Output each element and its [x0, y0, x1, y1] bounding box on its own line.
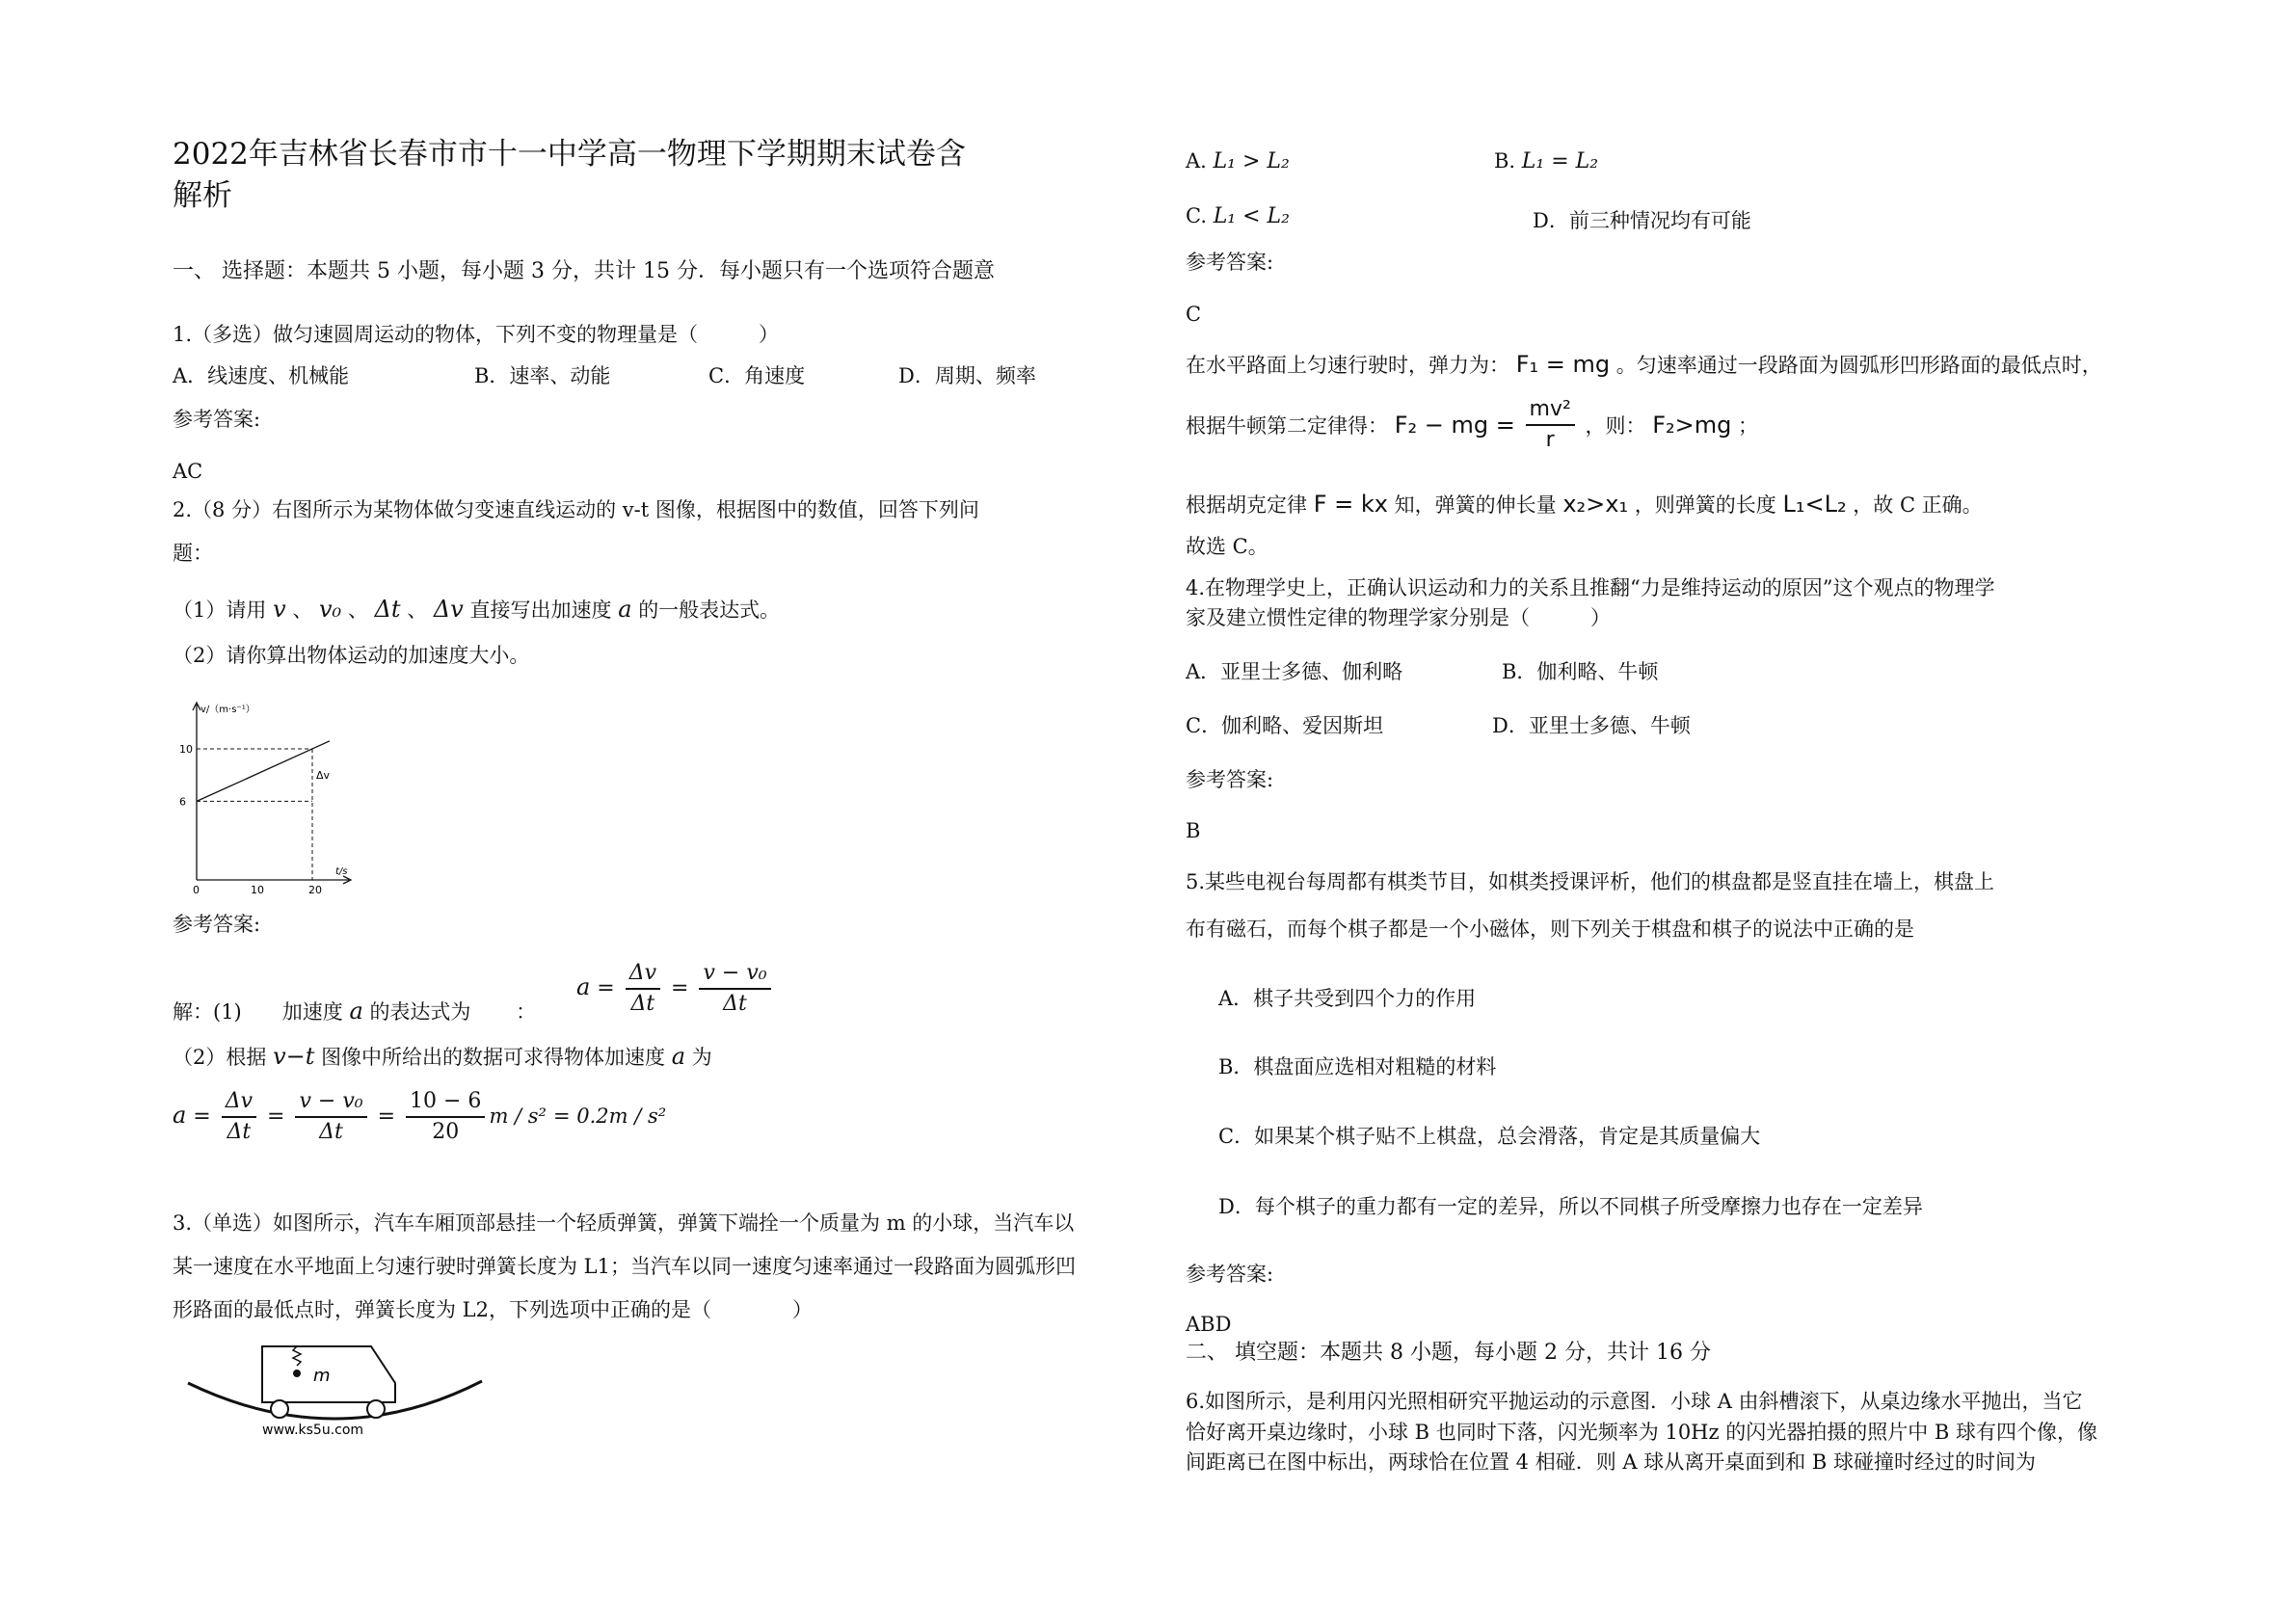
formula2-unit: m / s²	[489, 1104, 547, 1128]
formula2-frac1	[222, 1087, 256, 1147]
formula2-n3: 10 − 6	[406, 1087, 485, 1118]
q3-exp1-math: F₁ = mg	[1515, 351, 1611, 378]
q2-sub1-sep2: 、	[347, 599, 368, 622]
q3-option-c	[1186, 202, 1290, 230]
figure-watermark: www.ks5u.com	[262, 1423, 364, 1438]
q2-sub1-v: v	[273, 596, 286, 623]
section1-heading: 一、 选择题：本题共 5 小题，每小题 3 分，共计 15 分．每小题只有一个选项符合题意	[173, 259, 995, 283]
q2-sub1-sep1: 、	[292, 599, 313, 622]
q2-sol1-mid: 的表达式为	[369, 1000, 471, 1024]
q2-sub2: （2）请你算出物体运动的加速度大小。	[173, 644, 530, 667]
formula1-n2: v − v₀	[699, 959, 770, 990]
q4-answer-label: 参考答案:	[1186, 768, 1274, 791]
q4-option-b: B．伽利略、牛顿	[1502, 660, 1659, 683]
q2-sol2-prefix: （2）根据	[173, 1046, 267, 1069]
q3-exp3-math1: F = kx	[1313, 491, 1388, 518]
q2-answer-label: 参考答案:	[173, 913, 261, 936]
q2-stem-line1: 2.（8 分）右图所示为某物体做匀变速直线运动的 v-t 图像，根据图中的数值，回答下列问	[173, 498, 979, 521]
q2-sol2-vt: v−t	[273, 1043, 315, 1070]
formula1-frac2	[699, 959, 770, 1019]
q4-option-c: C．伽利略、爱因斯坦	[1186, 714, 1384, 737]
formula1-frac1	[626, 959, 660, 1019]
q3-answer: C	[1186, 303, 1202, 326]
q2-formula1: a = $\frac{\Delta v}{\Delta t}$ = $\frac{\text{v − v₀}}{\Delta t}$	[576, 959, 775, 1019]
q2-sub1-a: a	[618, 596, 632, 623]
ball	[293, 1370, 301, 1377]
q3-option-b	[1494, 147, 1598, 175]
q3-exp2-den: r	[1545, 428, 1555, 452]
q2-sol2-a: a	[671, 1043, 686, 1070]
section2-heading: 二、 填空题：本题共 8 小题，每小题 2 分，共计 16 分	[1186, 1341, 1711, 1365]
q1-option-a: A．线速度、机械能	[173, 364, 350, 387]
q3-exp3-math3: L₁<L₂	[1782, 491, 1847, 518]
q2-sub1-dv: Δv	[433, 596, 464, 623]
formula1-n1: Δv	[626, 959, 660, 990]
delta-v-annotation: Δv	[316, 769, 331, 783]
q4-option-d: D．亚里士多德、牛顿	[1492, 714, 1691, 737]
formula2-n2: v − v₀	[295, 1087, 366, 1118]
formula1-d2: Δt	[723, 992, 747, 1016]
doc-title-line1: 2022年吉林省长春市市十一中学高一物理下学期期末试卷含	[173, 137, 966, 172]
formula2-n1: Δv	[222, 1087, 256, 1118]
q5-option-a: A．棋子共受到四个力的作用	[1218, 987, 1477, 1010]
formula2-lhs: a	[173, 1102, 187, 1129]
formula2-d3: 20	[432, 1120, 460, 1144]
q6-line2: 恰好离开桌边缘时，小球 B 也同时下落，闪光频率为 10Hz 的闪光器拍摄的照片中 B 球有四个像，像	[1186, 1421, 2098, 1444]
q2-sub1-suffix: 的一般表达式。	[638, 599, 781, 622]
car-spring-figure	[183, 1335, 492, 1441]
q5-answer: ABD	[1186, 1313, 1232, 1336]
q6-line1: 6.如图所示，是利用闪光照相研究平抛运动的示意图．小球 A 由斜槽滚下，从桌边缘水平抛出，当它	[1186, 1390, 2083, 1413]
q3-exp2-frac	[1526, 395, 1575, 455]
y-axis-label: v/（m·s⁻¹）	[200, 705, 255, 715]
q3-exp2-suffix: ；	[1738, 414, 1759, 438]
y-tick-label: 6	[179, 795, 186, 809]
formula2-d2: Δt	[319, 1120, 343, 1144]
q4-stem-line1: 4.在物理学史上，正确认识运动和力的关系且推翻“力是维持运动的原因”这个观点的物理学	[1186, 576, 1995, 599]
q3-explanation3	[1186, 491, 1983, 519]
curved-road	[188, 1381, 482, 1419]
q6-line3: 间距离已在图中标出，两球恰在位置 4 相碰．则 A 球从离开桌面到和 B 球碰撞时经过的时间为	[1186, 1450, 2037, 1474]
q5-stem-line2: 布有磁石，而每个棋子都是一个小磁体，则下列关于棋盘和棋子的说法中正确的是	[1186, 918, 1914, 941]
q4-stem-line2: 家及建立惯性定律的物理学家分别是（ ）	[1186, 606, 1611, 629]
q3-stem-line3: 形路面的最低点时，弹簧长度为 L2，下列选项中正确的是（ ）	[173, 1298, 813, 1321]
q4-answer: B	[1186, 819, 1201, 842]
q3-exp3-mid2: ，则弹簧的长度	[1634, 493, 1776, 517]
formula2-frac3	[406, 1087, 485, 1147]
q2-sol1-prefix: 解：(1) 加速度	[173, 1000, 343, 1024]
q3-optC-label: C.	[1186, 204, 1207, 227]
q2-sub1	[173, 596, 780, 624]
formula1-d1: Δt	[630, 992, 655, 1016]
q1-stem: 1.（多选）做匀速圆周运动的物体，下列不变的物理量是（ ）	[173, 323, 780, 346]
q2-solution1	[173, 998, 536, 1025]
y-tick-label: 10	[179, 743, 193, 756]
q3-exp3-prefix: 根据胡克定律	[1186, 493, 1307, 517]
q5-option-b: B．棋盘面应选相对粗糙的材料	[1218, 1055, 1497, 1078]
q2-sol2-suffix: 为	[691, 1046, 712, 1069]
q3-explanation2	[1186, 395, 1758, 455]
q3-explanation1	[1186, 351, 2102, 379]
x-tick-label: 10	[251, 884, 264, 896]
q1-option-b: B．速率、动能	[474, 364, 611, 387]
q5-answer-label: 参考答案:	[1186, 1263, 1274, 1286]
q3-optB-math: L₁ = L₂	[1521, 149, 1599, 173]
doc-title-line2: 解析	[173, 178, 232, 213]
q3-explanation4: 故选 C。	[1186, 535, 1268, 558]
formula2-result: = 0.2m / s²	[552, 1104, 667, 1128]
q2-solution2	[173, 1043, 712, 1071]
q3-option-d: D．前三种情况均有可能	[1533, 209, 1751, 232]
q2-sub1-mid: 直接写出加速度	[469, 599, 612, 622]
q2-formula2: a = $\frac{\Delta v}{\Delta t}$ = $\frac{\text{v − v₀}}{\Delta t}$ = $\frac{10 - 6}{20}$ m / s² = 0.2m / s²	[173, 1087, 666, 1147]
q2-sol1-a: a	[349, 998, 363, 1024]
q3-exp1-prefix: 在水平路面上匀速行驶时，弹力为：	[1186, 354, 1509, 377]
q2-sol2-mid: 图像中所给出的数据可求得物体加速度	[321, 1046, 666, 1069]
q3-exp2-math2: F₂>mg	[1652, 412, 1732, 439]
q4-option-a: A．亚里士多德、伽利略	[1186, 660, 1403, 683]
series-line	[197, 741, 330, 802]
q3-exp3-mid1: 知，弹簧的伸长量	[1394, 493, 1557, 517]
q3-exp2-num: mv²	[1526, 395, 1575, 426]
q2-stem-line2: 题：	[173, 542, 213, 565]
q3-optA-label: A.	[1186, 149, 1207, 173]
q5-stem-line1: 5.某些电视台每周都有棋类节目，如棋类授课评析，他们的棋盘都是竖直挂在墙上，棋盘上	[1186, 870, 1995, 893]
q3-exp3-math2: x₂>x₁	[1562, 491, 1629, 518]
q2-sol1-colon: ：	[516, 1000, 537, 1024]
q3-stem-line2: 某一速度在水平地面上匀速行驶时弹簧长度为 L1；当汽车以同一速度匀速率通过一段路面为圆弧形凹	[173, 1255, 1076, 1278]
q3-optB-label: B.	[1494, 149, 1516, 173]
q3-exp2-mid: ，则：	[1585, 414, 1646, 438]
q2-sub1-prefix: （1）请用	[173, 599, 267, 622]
q1-answer: AC	[173, 460, 203, 483]
q3-stem-line1: 3.（单选）如图所示，汽车车厢顶部悬挂一个轻质弹簧，弹簧下端拴一个质量为 m 的小球，当汽车以	[173, 1211, 1075, 1235]
q3-exp2-prefix: 根据牛顿第二定律得：	[1186, 414, 1388, 438]
x-tick-label: 20	[308, 884, 322, 896]
q3-exp3-suffix: ，故 C 正确。	[1853, 493, 1983, 517]
q3-optA-math: L₁ > L₂	[1213, 149, 1290, 173]
q3-answer-label: 参考答案:	[1186, 251, 1274, 274]
q3-option-a	[1186, 147, 1290, 175]
vt-chart	[172, 689, 374, 896]
spring	[293, 1346, 301, 1366]
q1-option-c: C．角速度	[708, 364, 806, 387]
wheel-left	[271, 1400, 288, 1418]
formula2-frac2	[295, 1087, 366, 1147]
formula1-lhs: a	[576, 973, 591, 1000]
formula2-d1: Δt	[227, 1120, 252, 1144]
figure-mass-label: m	[313, 1366, 331, 1386]
q5-option-c: C．如果某个棋子贴不上棋盘，总会滑落，肯定是其质量偏大	[1218, 1125, 1761, 1148]
q1-answer-label: 参考答案:	[173, 408, 261, 431]
q2-sub1-sep3: 、	[407, 599, 428, 622]
q3-exp1-suffix: 。匀速率通过一段路面为圆弧形凹形路面的最低点时，	[1615, 354, 2102, 377]
wheel-right	[367, 1400, 385, 1418]
q3-optC-math: L₁ < L₂	[1213, 204, 1290, 228]
q3-exp2-lhs: F₂ − mg =	[1394, 412, 1515, 439]
x-tick-label: 0	[193, 884, 200, 896]
q1-option-d: D．周期、频率	[898, 364, 1036, 387]
q5-option-d: D．每个棋子的重力都有一定的差异，所以不同棋子所受摩擦力也存在一定差异	[1218, 1195, 1923, 1218]
q2-sub1-v0: v₀	[319, 596, 342, 623]
x-axis-label: t/s	[335, 866, 348, 877]
q2-sub1-dt: Δt	[374, 596, 401, 623]
